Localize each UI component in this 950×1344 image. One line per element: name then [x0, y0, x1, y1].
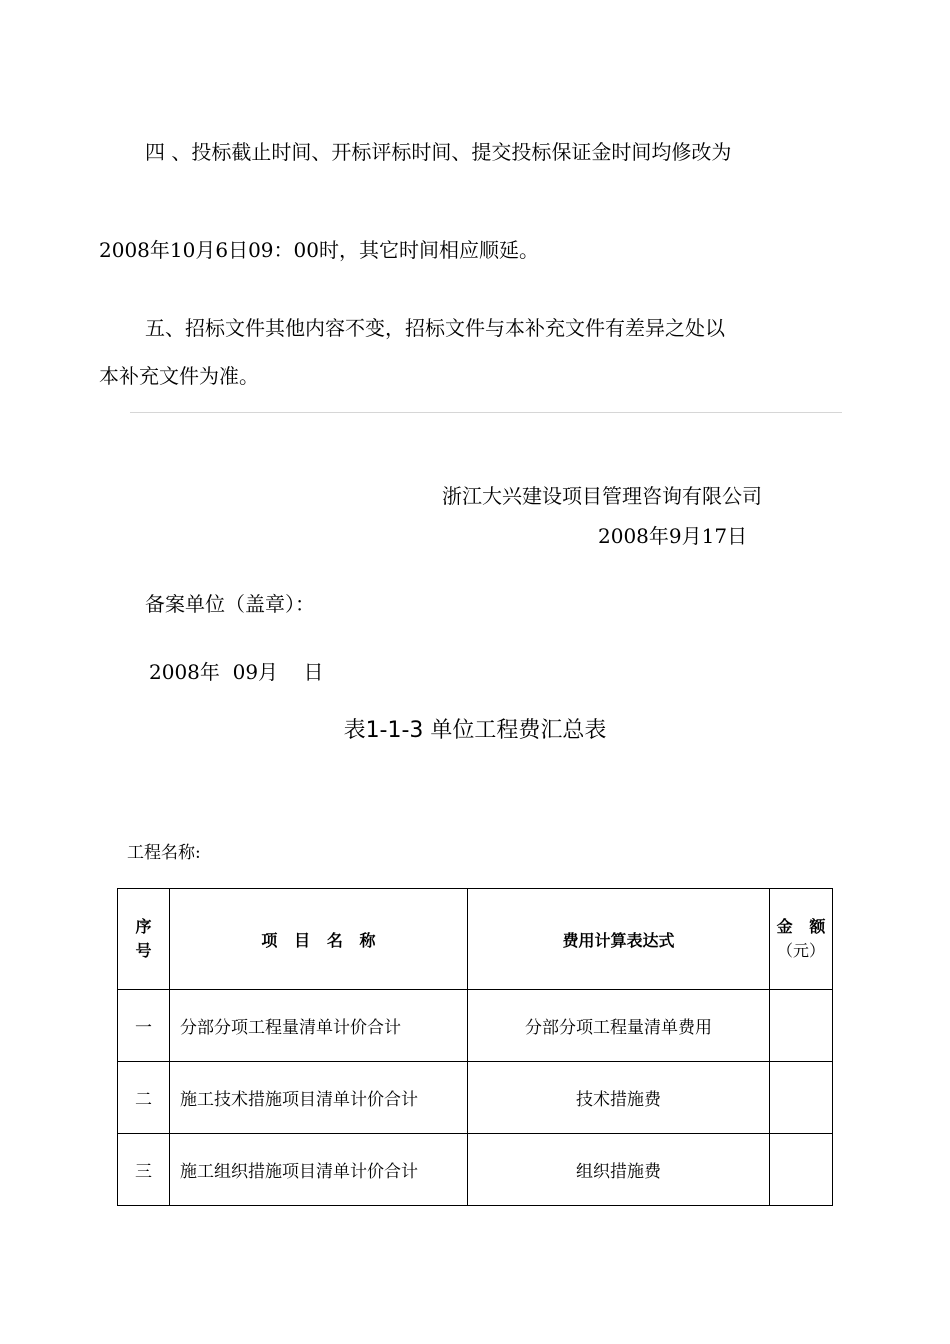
row-item-name: 施工组织措施项目清单计价合计	[170, 1134, 468, 1206]
filing-unit-label: 备案单位（盖章）：	[145, 592, 315, 616]
row-serial: 二	[118, 1062, 170, 1134]
header-amount	[770, 889, 833, 990]
paragraph-item4-line2: 2008年10月6日09：00时，其它时间相应顺延。	[99, 238, 539, 262]
paragraph-item5-line2: 本补充文件为准。	[99, 364, 259, 388]
header-serial-line1: 序	[135, 917, 152, 936]
table-header-row	[118, 889, 833, 990]
row-serial: 三	[118, 1134, 170, 1206]
filing-date: 2008年 09月 日	[149, 660, 324, 684]
header-amount-line1: 金 额	[776, 917, 826, 936]
project-name-label: 工程名称:	[127, 843, 201, 863]
header-serial-line2: 号	[135, 941, 152, 960]
header-item-name: 项 目 名 称	[170, 889, 468, 990]
paragraph-item5-line1: 五、招标文件其他内容不变，招标文件与本补充文件有差异之处以	[145, 316, 725, 340]
row-amount	[770, 1134, 833, 1206]
row-amount	[770, 990, 833, 1062]
header-serial-number	[118, 889, 170, 990]
row-amount	[770, 1062, 833, 1134]
notice-date: 2008年9月17日	[598, 524, 748, 548]
table-title: 表1-1-3 单位工程费汇总表	[343, 718, 607, 743]
header-expression: 费用计算表达式	[468, 889, 770, 990]
row-expression: 分部分项工程量清单费用	[468, 990, 770, 1062]
header-amount-unit: （元）	[776, 941, 825, 960]
table-row	[118, 990, 833, 1062]
row-expression: 技术措施费	[468, 1062, 770, 1134]
paragraph-item4-line1: 四 、投标截止时间、开标评标时间、提交投标保证金时间均修改为	[145, 140, 732, 164]
row-item-name: 施工技术措施项目清单计价合计	[170, 1062, 468, 1134]
company-name: 浙江大兴建设项目管理咨询有限公司	[442, 484, 762, 508]
row-expression: 组织措施费	[468, 1134, 770, 1206]
section-divider	[130, 412, 842, 413]
table-row	[118, 1134, 833, 1206]
row-item-name: 分部分项工程量清单计价合计	[170, 990, 468, 1062]
cost-summary-table	[117, 888, 833, 1206]
row-serial: 一	[118, 990, 170, 1062]
table-row	[118, 1062, 833, 1134]
